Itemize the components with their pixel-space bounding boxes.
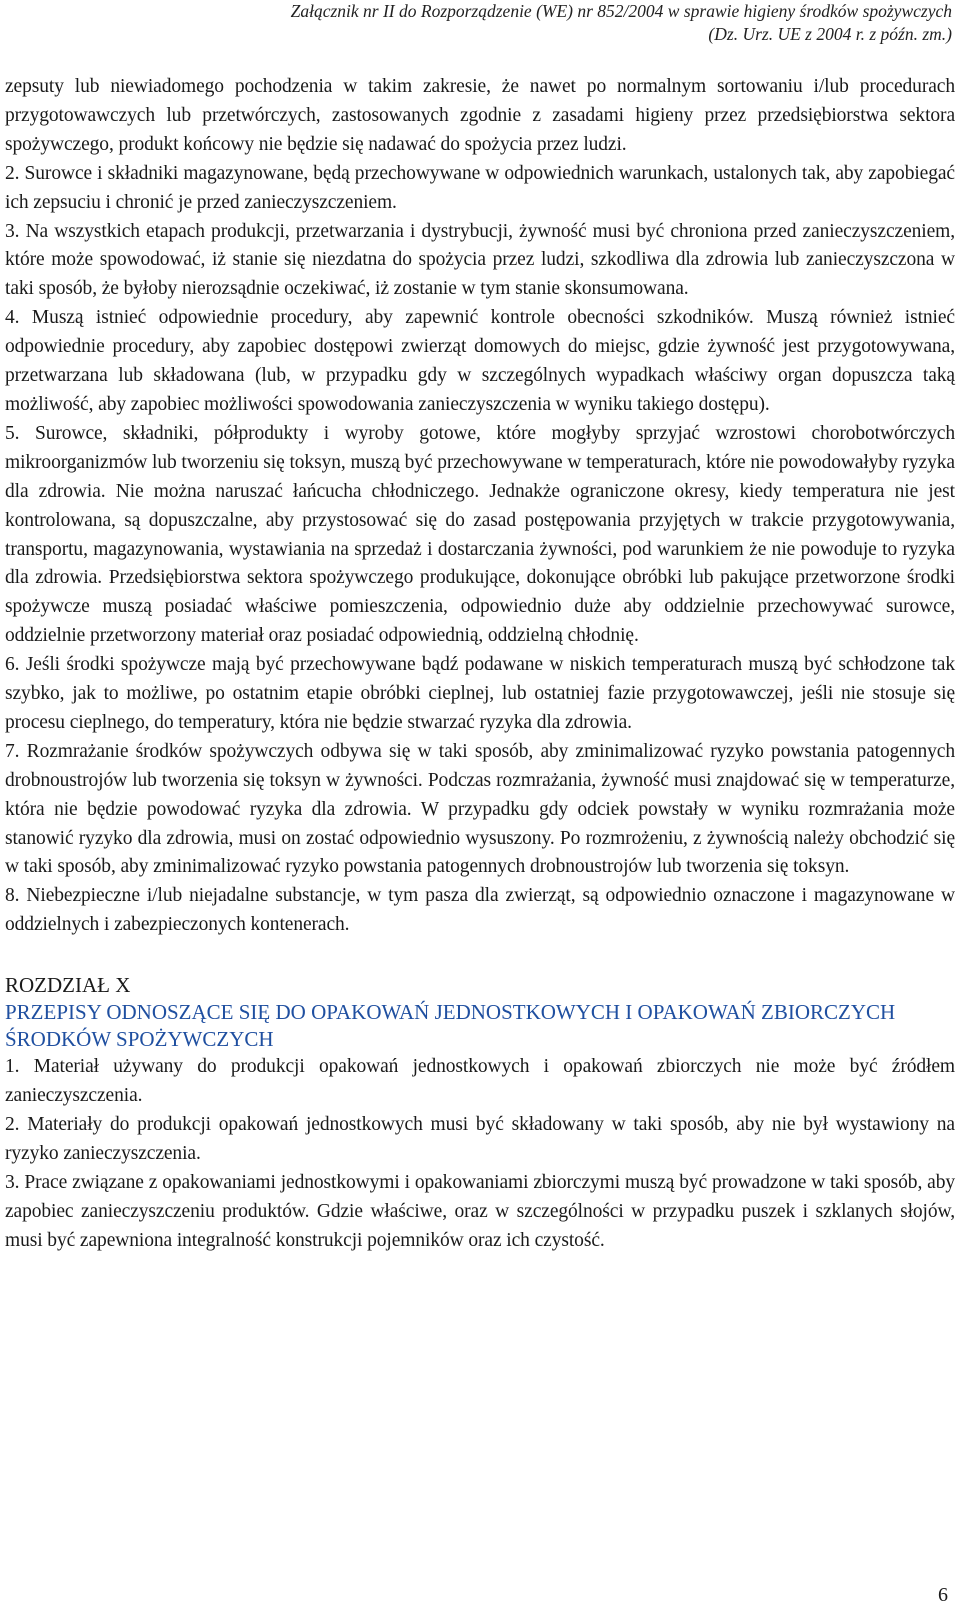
header-line-1: Załącznik nr II do Rozporządzenie (WE) nr 852/2004 w sprawie higieny środków spożywczych [290, 1, 952, 21]
page-header [252, 0, 952, 46]
header-line-2: (Dz. Urz. UE z 2004 r. z późn. zm.) [708, 24, 952, 44]
document-body [5, 73, 955, 1256]
paragraph-2: 2. Surowce i składniki magazynowane, będą przechowywane w odpowiednich warunkach, ustalonych tak, aby zapobiegać ich zepsuciu i chronić je przed zanieczyszczeniem. [5, 162, 955, 213]
page-number: 6 [938, 1584, 948, 1606]
paragraph-4: 4. Muszą istnieć odpowiednie procedury, aby zapewnić kontrole obecności szkodników. Muszą również istnieć odpowiednie procedury, aby zapobiec dostępowi zwierząt domowych do miejsc, gdzie żywność jest przygotowywana, przetwarzana lub składowana (lub, w przypadku gdy w szczególnych wypadkach właściwy organ dopuszcza taką możliwość, aby zapobiec możliwości spowodowania zanieczyszczenia w wyniku takiego dostępu). [5, 307, 955, 415]
chapter-title: PRZEPISY ODNOSZĄCE SIĘ DO OPAKOWAŃ JEDNOSTKOWYCH I OPAKOWAŃ ZBIORCZYCH ŚRODKÓW SPOŻYWCZYCH [5, 1000, 896, 1052]
paragraph-continuation: zepsuty lub niewiadomego pochodzenia w takim zakresie, że nawet po normalnym sortowaniu i/lub procedurach przygotowawczych lub przetwórczych, zastosowanych zgodnie z zasadami higieny przez przedsiębiorstwa sektora spożywczego, produkt końcowy nie będzie się nadawać do spożycia przez ludzi. [5, 76, 955, 155]
paragraph-5: 5. Surowce, składniki, półprodukty i wyroby gotowe, które mogłyby sprzyjać wzrostowi chorobotwórczych mikroorganizmów lub tworzeniu się toksyn, muszą być przechowywane w temperaturach, które nie powodowałyby ryzyka dla zdrowia. Nie można naruszać łańcucha chłodniczego. Jednakże ograniczone okresy, kiedy temperatura nie jest kontrolowana, są dopuszczalne, aby przystosować się do zasad postępowania przyjętych w trakcie przygotowywania, transportu, magazynowania, wystawiania na sprzedaż i dostarczania żywności, pod warunkiem że nie powoduje to ryzyka dla zdrowia. Przedsiębiorstwa sektora spożywczego produkujące, dokonujące obróbki lub pakujące przetworzone środki spożywcze muszą posiadać właściwe pomieszczenia, odpowiednio duże aby oddzielnie przechowywać surowce, oddzielnie przetworzony materiał oraz posiadać odpowiednią, oddzielną chłodnię. [5, 422, 955, 647]
paragraph-8: 8. Niebezpieczne i/lub niejadalne substancje, w tym pasza dla zwierząt, są odpowiednio oznaczone i magazynowane w oddzielnych i zabezpieczonych kontenerach. [5, 885, 955, 936]
chapter-paragraph-1: 1. Materiał używany do produkcji opakowań jednostkowych i opakowań zbiorczych nie może być źródłem zanieczyszczenia. [5, 1056, 955, 1107]
chapter-number: ROZDZIAŁ X [5, 973, 131, 998]
chapter-paragraph-3: 3. Prace związane z opakowaniami jednostkowymi i opakowaniami zbiorczymi muszą być prowadzone w taki sposób, aby zapobiec zanieczyszczeniu produktów. Gdzie właściwe, oraz w szczególności w przypadku puszek i szklanych słojów, musi być zapewniona integralność konstrukcji pojemników oraz ich czystość. [5, 1171, 955, 1251]
section-gap [5, 940, 955, 972]
paragraph-3: 3. Na wszystkich etapach produkcji, przetwarzania i dystrybucji, żywność musi być chroniona przed zanieczyszczeniem, które może spowodować, iż stanie się niezdatna do spożycia przez ludzi, szkodliwa dla zdrowia lub zanieczyszczona w taki sposób, że byłoby nierozsądnie oczekiwać, iż zostanie w tym stanie skonsumowana. [5, 220, 955, 300]
chapter-paragraph-2: 2. Materiały do produkcji opakowań jednostkowych musi być składowany w taki sposób, aby nie był wystawiony na ryzyko zanieczyszczenia. [5, 1114, 955, 1164]
paragraph-6: 6. Jeśli środki spożywcze mają być przechowywane bądź podawane w niskich temperaturach muszą być schłodzone tak szybko, jak to możliwe, po ostatnim etapie obróbki cieplnej, lub ostatniej fazie przygotowawczej, jeśli nie stosuje się procesu cieplnego, do temperatury, która nie będzie stwarzać ryzyka dla zdrowia. [5, 654, 955, 733]
paragraph-7: 7. Rozmrażanie środków spożywczych odbywa się w taki sposób, aby zminimalizować ryzyko powstania patogennych drobnoustrojów lub tworzenia się toksyn w żywności. Podczas rozmrażania, żywność musi znajdować się w temperaturze, która nie będzie powodować ryzyka dla zdrowia. W przypadku gdy odciek powstały w wyniku rozmrażania może stanowić ryzyko dla zdrowia, musi on zostać odpowiednio wysuszony. Po rozmrożeniu, z żywnością należy obchodzić się w taki sposób, aby zminimalizować ryzyko powstania patogennych drobnoustrojów lub tworzenia się toksyn. [5, 740, 955, 878]
